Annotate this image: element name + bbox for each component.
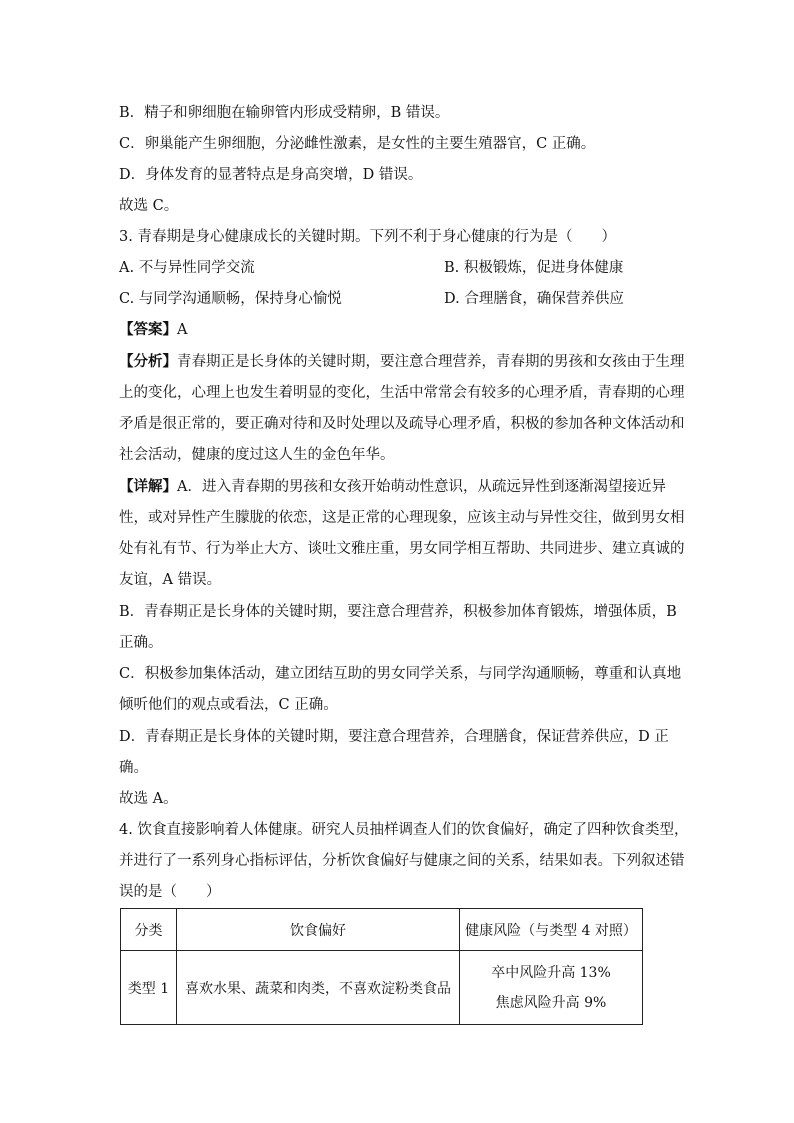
detail-tag: 【详解】 — [119, 478, 177, 495]
analysis-line-1 — [119, 352, 685, 372]
detail-c-line-2: 倾听他们的观点或看法，C 正确。 — [119, 697, 338, 713]
question-3-stem: 3. 青春期是身心健康成长的关键时期。下列不利于身心健康的行为是（ ） — [119, 229, 616, 245]
answer-selection: 故选 C。 — [119, 198, 179, 214]
question-4-line-2: 并进行了一系列身心指标评估，分析饮食偏好与健康之间的关系，结果如表。下列叙述错 — [119, 853, 685, 869]
analysis-line-3: 矛盾是很正常的，要正确对待和及时处理以及疏导心理矛盾，积极的参加各种文体活动和 — [119, 416, 685, 432]
q3-option-b: B. 积极锻炼，促进身体健康 — [444, 260, 624, 276]
header-risk: 健康风险（与类型 4 对照） — [460, 909, 643, 951]
detail-line-3: 处有礼有节、行为举止大方、谈吐文雅庄重，男女同学相互帮助、共同进步、建立真诚的 — [119, 541, 685, 557]
detail-line-4: 友谊，A 错误。 — [119, 572, 222, 588]
detail-line-2: 性，或对异性产生朦胧的依恋，这是正常的心理现象，应该主动与异性交往，做到男女相 — [119, 510, 685, 526]
analysis-tag: 【分析】 — [119, 353, 177, 370]
table-header-row — [121, 909, 643, 951]
analysis-line-4: 社会活动，健康的度过这人生的金色年华。 — [119, 447, 395, 463]
q3-option-d: D. 合理膳食，确保营养供应 — [444, 291, 624, 307]
detail-d-line-1: D．青春期正是长身体的关键时期，要注意合理营养，合理膳食，保证营养供应，D 正 — [119, 729, 669, 745]
detail-line-1 — [119, 477, 666, 497]
answer-selection-2: 故选 A。 — [119, 791, 178, 807]
answer-line — [119, 320, 187, 340]
option-d-explanation: D．身体发育的显著特点是身高突增，D 错误。 — [119, 167, 423, 183]
diet-health-table — [120, 908, 643, 1025]
header-preference: 饮食偏好 — [177, 909, 460, 951]
cell-type: 类型 1 — [121, 951, 177, 1025]
answer-tag: 【答案】 — [119, 321, 177, 338]
detail-b-line-2: 正确。 — [119, 635, 163, 651]
question-4-line-1: 4. 饮食直接影响着人体健康。研究人员抽样调查人们的饮食偏好，确定了四种饮食类型， — [119, 822, 689, 838]
answer-value: A — [177, 322, 188, 338]
option-b-explanation: B．精子和卵细胞在输卵管内形成受精卵，B 错误。 — [119, 105, 450, 121]
detail-b-line-1: B．青春期正是长身体的关键时期，要注意合理营养，积极参加体育锻炼，增强体质，B — [119, 604, 677, 620]
option-c-explanation: C．卵巢能产生卵细胞，分泌雌性激素，是女性的主要生殖器官，C 正确。 — [119, 136, 596, 152]
q3-option-a: A. 不与异性同学交流 — [119, 260, 255, 276]
header-category: 分类 — [121, 909, 177, 951]
detail-text: A．进入青春期的男孩和女孩开始萌动性意识，从疏远异性到逐渐渴望接近异 — [177, 479, 666, 495]
analysis-line-2: 上的变化，心理上也发生着明显的变化，生活中常常会有较多的心理矛盾，青春期的心理 — [119, 385, 685, 401]
cell-preference: 喜欢水果、蔬菜和肉类，不喜欢淀粉类食品 — [177, 951, 460, 1025]
table-row — [121, 951, 643, 1025]
risk-anxiety: 焦虑风险升高 9% — [495, 994, 607, 1011]
risk-stroke: 卒中风险升高 13% — [491, 964, 611, 981]
analysis-text: 青春期正是长身体的关键时期，要注意合理营养，青春期的男孩和女孩由于生理 — [177, 354, 685, 370]
question-4-line-3: 误的是（ ） — [119, 884, 221, 900]
detail-d-line-2: 确。 — [119, 760, 148, 776]
detail-c-line-1: C．积极参加集体活动，建立团结互助的男女同学关系，与同学沟通顺畅，尊重和认真地 — [119, 666, 682, 682]
cell-risk — [460, 951, 643, 1025]
q3-option-c: C. 与同学沟通顺畅，保持身心愉悦 — [119, 291, 342, 307]
